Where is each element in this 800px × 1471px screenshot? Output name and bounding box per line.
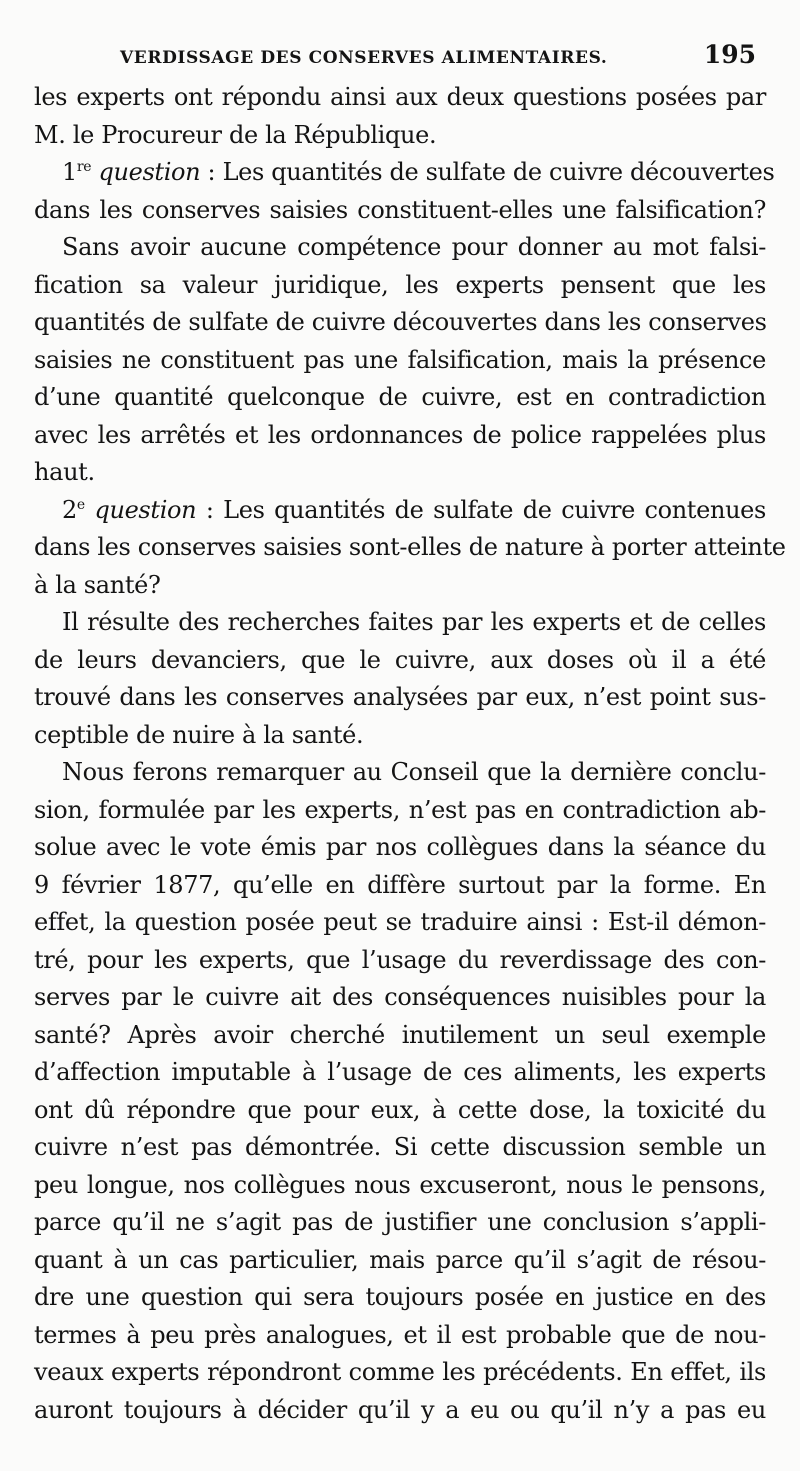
text-line: parce qu’il ne s’agit pas de justifier une conclusion s’appli- <box>34 1208 766 1236</box>
text-line: dans les conserves saisies constituent-elles une falsification? <box>34 195 766 224</box>
question-2-line <box>34 492 766 530</box>
text-line: M. le Procureur de la République. <box>34 120 437 149</box>
text-line: de leurs devanciers, que le cuivre, aux doses où il a été <box>34 645 766 674</box>
text-line: dre une question qui sera toujours posée en justice en des <box>34 1283 766 1311</box>
text-line: ont dû répondre que pour eux, à cette dose, la toxicité du <box>34 1095 766 1124</box>
text-line: quantités de sulfate de cuivre découvertes dans les conserves <box>34 308 767 336</box>
text-line: les experts ont répondu ainsi aux deux questions posées par <box>34 83 766 111</box>
question-1-line <box>34 154 775 192</box>
text-line: termes à peu près analogues, et il est probable que de nou- <box>34 1320 766 1349</box>
question-2-number: 2e <box>62 495 85 524</box>
question-1-text: Les quantités de sulfate de cuivre découvertes <box>222 158 775 186</box>
text-line: d’une quantité quelconque de cuivre, est en contradiction <box>34 383 766 411</box>
running-head <box>36 40 756 74</box>
text-line: cuivre n’est pas démontrée. Si cette discussion semble un <box>34 1133 766 1161</box>
text-line: haut. <box>34 458 95 486</box>
question-2-colon: : <box>196 495 224 524</box>
running-title: VERDISSAGE DES CONSERVES ALIMENTAIRES. <box>120 48 608 68</box>
text-line: tré, pour les experts, que l’usage du reverdissage des con- <box>34 945 766 974</box>
question-1-number: 1re <box>62 158 92 186</box>
question-1-label: question <box>98 158 201 186</box>
body-text <box>34 79 786 1429</box>
page-number: 195 <box>703 40 756 69</box>
text-line: serves par le cuivre ait des conséquences nuisibles pour la <box>34 983 766 1011</box>
text-line: santé? Après avoir cherché inutilement un seul exemple <box>34 1020 766 1049</box>
question-1-colon: : <box>200 158 223 186</box>
text-line: sion, formulée par les experts, n’est pas en contradiction ab- <box>34 795 766 824</box>
text-line: veaux experts répondront comme les précédents. En effet, ils <box>34 1358 766 1386</box>
text-line: d’affection imputable à l’usage de ces aliments, les experts <box>34 1058 766 1086</box>
text-line: Nous ferons remarquer au Conseil que la dernière conclu- <box>62 758 766 786</box>
text-line: Sans avoir aucune compétence pour donner au mot falsi- <box>62 233 766 261</box>
text-line: fication sa valeur juridique, les experts pensent que les <box>34 270 766 299</box>
text-line: à la santé? <box>34 570 161 599</box>
text-line: auront toujours à décider qu’il y a eu ou qu’il n’y a pas eu <box>34 1395 766 1424</box>
question-2-text: Les quantités de sulfate de cuivre contenues <box>223 495 766 524</box>
text-line: 9 février 1877, qu’elle en diffère surtout par la forme. En <box>34 870 766 899</box>
question-2-label: question <box>94 495 197 524</box>
text-line: ceptible de nuire à la santé. <box>34 720 364 749</box>
text-line: dans les conserves saisies sont-elles de nature à porter atteinte <box>34 533 786 561</box>
text-line: effet, la question posée peut se traduire ainsi : Est-il démon- <box>34 908 766 936</box>
text-line: Il résulte des recherches faites par les experts et de celles <box>62 608 766 636</box>
text-line: saisies ne constituent pas une falsification, mais la présence <box>34 345 766 374</box>
text-line: avec les arrêtés et les ordonnances de police rappelées plus <box>34 420 766 449</box>
text-line: solue avec le vote émis par nos collègues dans la séance du <box>34 833 766 861</box>
text-line: quant à un cas particulier, mais parce qu’il s’agit de résou- <box>34 1245 766 1274</box>
text-line: peu longue, nos collègues nous excuseront, nous le pensons, <box>34 1170 766 1199</box>
text-line: trouvé dans les conserves analysées par eux, n’est point sus- <box>34 683 766 711</box>
